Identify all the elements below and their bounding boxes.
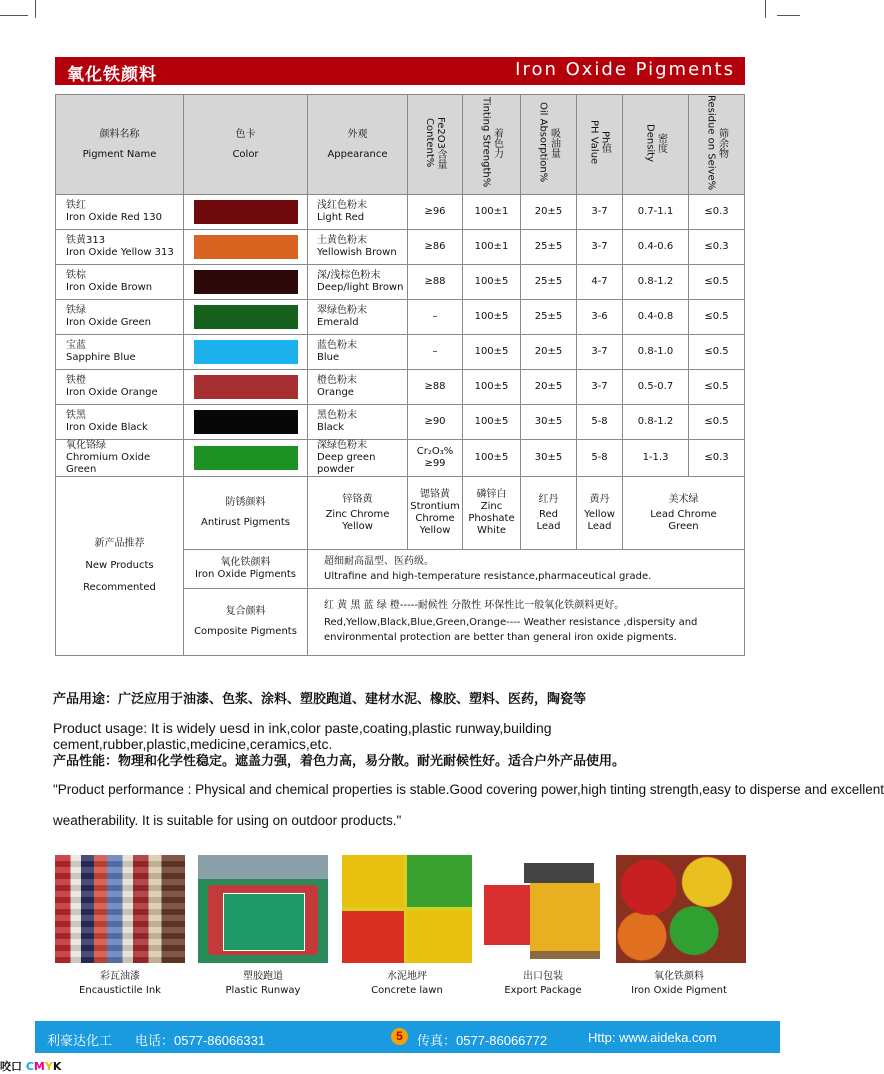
header-ph (577, 95, 623, 195)
zinc-phos-cn: 磷锌白 (476, 489, 507, 501)
caption-en: Plastic Runway (225, 985, 301, 996)
pigment-name-cn: 宝蓝 (66, 340, 86, 352)
photo-encaustic-tile (55, 855, 185, 963)
pigment-name-cell (56, 300, 184, 335)
tint-cell (463, 405, 521, 440)
appearance-cn: 翠绿色粉末 (317, 305, 367, 317)
antirust-cn: 防锈颜料 (225, 497, 266, 509)
table-row (56, 405, 745, 440)
appearance-cn: 浅红色粉末 (317, 200, 367, 212)
crop-mark (777, 15, 800, 16)
oil-cell (521, 195, 577, 230)
pigment-name-en: Iron Oxide Brown (66, 282, 153, 294)
photo-concrete-lawn (342, 855, 472, 963)
new-products-en: New Products (85, 560, 154, 572)
strontium-cn: 锶铬黄 (420, 489, 450, 501)
density-cell (623, 370, 689, 405)
header-name-en: Pigment Name (82, 148, 157, 160)
oil-cell (521, 370, 577, 405)
color-swatch (194, 410, 298, 434)
appearance-en: Black (317, 422, 345, 434)
photo-iron-oxide-pigment (616, 855, 746, 963)
ph-cell (577, 335, 623, 370)
header-appearance-cn: 外观 (347, 128, 368, 140)
fe-content: ≥90 (424, 416, 446, 428)
color-swatch (194, 270, 298, 294)
fe-cell (408, 230, 463, 265)
header-color-en: Color (232, 148, 259, 160)
density-value: 0.8-1.0 (637, 346, 674, 358)
composite-desc-en2: environmental protection are better than general iron oxide pigments. (324, 632, 677, 644)
fe-content-2: ≥99 (424, 458, 446, 470)
density-cell (623, 265, 689, 300)
iron-oxide-cell (184, 550, 308, 589)
header-name (56, 95, 184, 195)
header-tinting (463, 95, 521, 195)
table-header-row (56, 95, 745, 195)
pigment-name-cn: 铁黄313 (66, 235, 106, 247)
new-products-label (56, 477, 184, 656)
cmyk-m: M (33, 1060, 45, 1073)
zinc-phos-en2: Phoshate (468, 513, 515, 525)
fe-content: – (432, 311, 438, 323)
table-row (56, 370, 745, 405)
red-lead-en2: Lead (536, 520, 561, 532)
performance-en-2: weatherability. It is suitable for using on outdoor products." (53, 813, 402, 828)
ph-cell (577, 300, 623, 335)
pigment-name-en: Chromium Oxide Green (66, 452, 151, 476)
appearance-cell (308, 195, 408, 230)
fe-cell (408, 300, 463, 335)
header-color (184, 95, 308, 195)
new-products-cn: 新产品推荐 (94, 538, 145, 550)
composite-cn: 复合颜料 (225, 606, 266, 618)
density-cell (623, 300, 689, 335)
iron-oxide-desc (308, 550, 745, 589)
ph-value: 5-8 (591, 452, 608, 464)
residue-value: ≤0.3 (704, 452, 729, 464)
residue-cell (689, 230, 745, 265)
pigment-name-cn: 氧化铬绿 (66, 440, 106, 452)
iron-oxide-en: Iron Oxide Pigments (194, 569, 297, 581)
oil-cell (521, 300, 577, 335)
strontium-en1: Strontium (410, 501, 460, 513)
red-lead-cell (521, 477, 577, 550)
strontium-cell (408, 477, 463, 550)
ph-value: 4-7 (591, 276, 608, 288)
fe-cell (408, 195, 463, 230)
residue-value: ≤0.5 (704, 346, 729, 358)
lead-chrome-en1: Lead Chrome (650, 508, 717, 520)
oil-cell (521, 265, 577, 300)
cmyk-k: K (52, 1060, 62, 1073)
header-appearance (308, 95, 408, 195)
yellow-lead-cn: 黄丹 (589, 493, 610, 505)
recommended-en: Recommented (83, 582, 156, 594)
density-value: 0.4-0.6 (637, 241, 674, 253)
pigment-name-en: Sapphire Blue (66, 352, 136, 364)
ph-value: 3-7 (591, 206, 608, 218)
color-swatch (194, 235, 298, 259)
crop-mark (765, 0, 766, 18)
color-swatch (194, 305, 298, 329)
appearance-en: Yellowish Brown (317, 247, 397, 259)
pigment-name-cn: 铁绿 (66, 305, 86, 317)
ph-value: 3-7 (591, 381, 608, 393)
fax-number: 传真：0577-86066772 (417, 1033, 548, 1048)
fe-cell (408, 265, 463, 300)
caption-en: Concrete lawn (371, 985, 443, 996)
residue-cell (689, 440, 745, 477)
residue-cell (689, 195, 745, 230)
residue-value: ≤0.5 (704, 416, 729, 428)
strontium-en2: Chrome (415, 513, 455, 525)
tint-cell (463, 230, 521, 265)
appearance-cn: 蓝色粉末 (317, 340, 357, 352)
density-value: 0.8-1.2 (637, 276, 674, 288)
ph-cell (577, 265, 623, 300)
fe-content: – (432, 346, 438, 358)
table-row (56, 300, 745, 335)
density-value: 0.4-0.8 (637, 311, 674, 323)
color-cell (184, 405, 308, 440)
fe-content: ≥96 (424, 206, 446, 218)
header-tint-cn: 着色力 (491, 127, 503, 158)
caption-cn: 彩瓦油漆 (100, 971, 140, 982)
lead-chrome-cell (623, 477, 745, 550)
pigment-name-cn: 铁橙 (66, 375, 86, 387)
cmyk-y: Y (44, 1060, 53, 1073)
color-cell (184, 335, 308, 370)
header-density-cn: 密度 (655, 132, 667, 153)
tint-value: 100±1 (474, 241, 509, 253)
ph-value: 3-6 (591, 311, 608, 323)
residue-value: ≤0.5 (704, 276, 729, 288)
color-swatch (194, 340, 298, 364)
caption-cn: 氧化铁颜料 (654, 971, 704, 982)
color-cell (184, 265, 308, 300)
header-residue (689, 95, 745, 195)
page-number: 5 (391, 1028, 408, 1045)
header-ph-en: PH Value (588, 120, 600, 165)
appearance-cell (308, 370, 408, 405)
fe-content: Cr₂O₃% (416, 446, 454, 458)
header-oil-cn: 吸油量 (548, 127, 560, 158)
fe-cell (408, 335, 463, 370)
header-ph-cn: Ph值 (599, 131, 611, 154)
color-swatch (194, 375, 298, 399)
header-name-cn: 颜料名称 (99, 128, 140, 140)
yellow-lead-en1: Yellow (584, 508, 615, 520)
tint-cell (463, 300, 521, 335)
header-fe-cn: Fe2O3含量 (435, 116, 446, 169)
tint-value: 100±5 (474, 381, 509, 393)
density-cell (623, 405, 689, 440)
density-value: 0.7-1.1 (637, 206, 674, 218)
pigment-name-cell (56, 265, 184, 300)
pigment-name-cn: 铁棕 (66, 270, 86, 282)
caption-concrete (332, 970, 482, 998)
residue-value: ≤0.5 (704, 311, 729, 323)
tint-cell (463, 440, 521, 477)
density-value: 0.5-0.7 (637, 381, 674, 393)
ph-value: 5-8 (591, 416, 608, 428)
appearance-cell (308, 230, 408, 265)
density-cell (623, 440, 689, 477)
tint-cell (463, 335, 521, 370)
tint-value: 100±5 (474, 276, 509, 288)
ph-value: 3-7 (591, 346, 608, 358)
pigment-name-en: Iron Oxide Black (66, 422, 148, 434)
density-value: 0.8-1.2 (637, 416, 674, 428)
lead-chrome-cn: 美术绿 (668, 493, 699, 505)
color-swatch (194, 446, 298, 470)
appearance-cell (308, 405, 408, 440)
ph-cell (577, 230, 623, 265)
appearance-cn: 橙色粉末 (317, 375, 357, 387)
residue-value: ≤0.3 (704, 206, 729, 218)
header-density-en: Density (644, 123, 656, 162)
appearance-en: Blue (317, 352, 340, 364)
oil-value: 20±5 (534, 206, 563, 218)
antirust-en: Antirust Pigments (201, 517, 290, 529)
pigment-name-cell (56, 335, 184, 370)
photo-export-package (482, 855, 612, 963)
table-row (56, 440, 745, 477)
caption-export (468, 970, 618, 998)
iron-oxide-cn: 氧化铁颜料 (220, 557, 271, 569)
density-value: 1-1.3 (642, 452, 669, 464)
caption-cn: 塑胶跑道 (243, 971, 283, 982)
photo-plastic-runway (198, 855, 328, 963)
cmyk-c: C (25, 1060, 34, 1073)
composite-desc-en1: Red,Yellow,Black,Blue,Green,Orange---- Weather resistance ,dispersity and (324, 617, 698, 629)
print-mark (0, 1058, 61, 1074)
tint-cell (463, 265, 521, 300)
fe-content: ≥86 (424, 241, 446, 253)
caption-encaustic (45, 970, 195, 998)
header-tint-en: Tinting Strength% (480, 97, 492, 188)
appearance-cell (308, 440, 408, 477)
density-cell (623, 195, 689, 230)
caption-cn: 出口包装 (523, 971, 563, 982)
appearance-cell (308, 300, 408, 335)
pigment-name-en: Iron Oxide Yellow 313 (66, 247, 174, 259)
color-cell (184, 230, 308, 265)
oil-value: 20±5 (534, 381, 563, 393)
zinc-phosphate-cell (463, 477, 521, 550)
zinc-chrome-cell (308, 477, 408, 550)
tint-cell (463, 370, 521, 405)
title-banner (55, 57, 745, 85)
color-cell (184, 195, 308, 230)
ph-cell (577, 370, 623, 405)
pigment-name-cell (56, 230, 184, 265)
fe-cell (408, 405, 463, 440)
strontium-en3: Yellow (419, 525, 451, 537)
caption-en: Iron Oxide Pigment (631, 985, 727, 996)
pigment-name-cn: 铁黑 (66, 410, 86, 422)
crop-mark (35, 0, 36, 18)
oil-cell (521, 230, 577, 265)
caption-cn: 水泥地坪 (387, 971, 427, 982)
density-cell (623, 335, 689, 370)
residue-value: ≤0.5 (704, 381, 729, 393)
footer-bar (35, 1021, 780, 1053)
antirust-cell (184, 477, 308, 550)
title-en: Iron Oxide Pigments (515, 59, 735, 80)
appearance-en: Deep/light Brown (317, 282, 404, 294)
tint-value: 100±5 (474, 452, 509, 464)
ph-cell (577, 405, 623, 440)
pigment-name-cell (56, 405, 184, 440)
residue-cell (689, 405, 745, 440)
usage-cn: 产品用途：广泛应用于油漆、色浆、涂料、塑胶跑道、建材水泥、橡胶、塑料、医药，陶瓷等 (53, 691, 587, 706)
title-cn: 氧化铁颜料 (67, 65, 157, 85)
oil-value: 25±5 (534, 241, 563, 253)
appearance-cn: 土黄色粉末 (317, 235, 367, 247)
pigment-name-en: Iron Oxide Orange (66, 387, 158, 399)
pigment-name-en: Iron Oxide Red 130 (66, 212, 162, 224)
oil-value: 25±5 (534, 311, 563, 323)
zinc-chrome-en2: Yellow (342, 520, 373, 532)
oil-value: 30±5 (534, 452, 563, 464)
pigment-name-cell (56, 370, 184, 405)
density-cell (623, 230, 689, 265)
performance-en-1: "Product performance : Physical and chemical properties is stable.Good covering power,high tinting strength,easy to disperse and excellent (53, 782, 884, 797)
fe-content: ≥88 (424, 276, 446, 288)
appearance-cell (308, 335, 408, 370)
tint-value: 100±1 (474, 206, 509, 218)
red-lead-cn: 红丹 (538, 493, 559, 505)
zinc-chrome-en1: Zinc Chrome (325, 508, 390, 520)
composite-cell (184, 589, 308, 656)
header-color-cn: 色卡 (235, 128, 256, 140)
header-density (623, 95, 689, 195)
composite-desc-cn: 红 黄 黑 蓝 绿 橙-----耐候性 分散性 环保性比一般氧化铁颜料更好。 (324, 600, 625, 612)
fe-content: ≥88 (424, 381, 446, 393)
zinc-chrome-cn: 锌铬黄 (342, 493, 373, 505)
ph-cell (577, 440, 623, 477)
fe-cell (408, 440, 463, 477)
appearance-en: Emerald (317, 317, 359, 329)
composite-desc (308, 589, 745, 656)
header-appearance-en: Appearance (327, 148, 388, 160)
phone-number: 电话：0577-86066331 (135, 1033, 266, 1048)
appearance-en: Deep green powder (317, 452, 376, 476)
tint-value: 100±5 (474, 416, 509, 428)
website-link[interactable]: Http: www.aideka.com (588, 1030, 717, 1045)
tint-value: 100±5 (474, 311, 509, 323)
pigment-name-en: Iron Oxide Green (66, 317, 152, 329)
lead-chrome-en2: Green (668, 520, 699, 532)
appearance-cn: 黑色粉末 (317, 410, 357, 422)
oil-cell (521, 405, 577, 440)
caption-en: Export Package (504, 985, 582, 996)
header-fe-en: Content% (424, 117, 435, 168)
residue-cell (689, 265, 745, 300)
iron-oxide-desc-cn: 超细耐高温型、医药级。 (324, 555, 434, 567)
header-residue-en: Residue on Seive% (705, 95, 717, 191)
caption-pigment (604, 970, 754, 998)
color-cell (184, 370, 308, 405)
residue-value: ≤0.3 (704, 241, 729, 253)
appearance-en: Orange (317, 387, 354, 399)
new-products-row (56, 477, 745, 550)
composite-en: Composite Pigments (194, 626, 297, 638)
red-lead-en1: Red (539, 508, 558, 520)
usage-en: Product usage: It is widely uesd in ink,color paste,coating,plastic runway,building cement,rubber,plastic,medicine,ceramics,etc. (53, 720, 552, 752)
appearance-en: Light Red (317, 212, 365, 224)
pigment-name-cell (56, 195, 184, 230)
appearance-cell (308, 265, 408, 300)
ph-value: 3-7 (591, 241, 608, 253)
oil-value: 20±5 (534, 346, 563, 358)
header-oil-en: Oil Absorption% (537, 102, 549, 183)
header-residue-cn: 筛余物 (716, 127, 728, 158)
color-cell (184, 440, 308, 477)
appearance-cn: 深/浅棕色粉末 (317, 270, 381, 282)
oil-cell (521, 335, 577, 370)
color-cell (184, 300, 308, 335)
performance-cn: 产品性能：物理和化学性稳定。遮盖力强，着色力高，易分散。耐光耐候性好。适合户外产品使用。 (53, 753, 626, 768)
caption-runway (188, 970, 338, 998)
header-fe-content (408, 95, 463, 195)
fe-cell (408, 370, 463, 405)
table-row (56, 230, 745, 265)
print-mark-label: 咬口 (0, 1060, 22, 1073)
zinc-phos-en3: White (476, 525, 507, 537)
caption-en: Encaustictile Ink (79, 985, 161, 996)
yellow-lead-cell (577, 477, 623, 550)
residue-cell (689, 300, 745, 335)
oil-value: 25±5 (534, 276, 563, 288)
pigment-name-cn: 铁红 (66, 200, 86, 212)
yellow-lead-en2: Lead (587, 520, 612, 532)
tint-cell (463, 195, 521, 230)
residue-cell (689, 335, 745, 370)
residue-cell (689, 370, 745, 405)
table-body (56, 195, 745, 477)
iron-oxide-desc-en: Ultrafine and high-temperature resistance,pharmaceutical grade. (324, 570, 652, 582)
appearance-cn: 深绿色粉末 (317, 440, 367, 452)
table-row (56, 265, 745, 300)
table-row (56, 195, 745, 230)
crop-mark (0, 15, 28, 16)
color-swatch (194, 200, 298, 224)
zinc-phos-en1: Zinc (480, 501, 503, 513)
table-row (56, 335, 745, 370)
pigment-name-cell (56, 440, 184, 477)
oil-value: 30±5 (534, 416, 563, 428)
pigment-spec-table (55, 94, 745, 656)
company-name: 利豪达化工 (47, 1033, 113, 1048)
tint-value: 100±5 (474, 346, 509, 358)
ph-cell (577, 195, 623, 230)
header-oil (521, 95, 577, 195)
oil-cell (521, 440, 577, 477)
